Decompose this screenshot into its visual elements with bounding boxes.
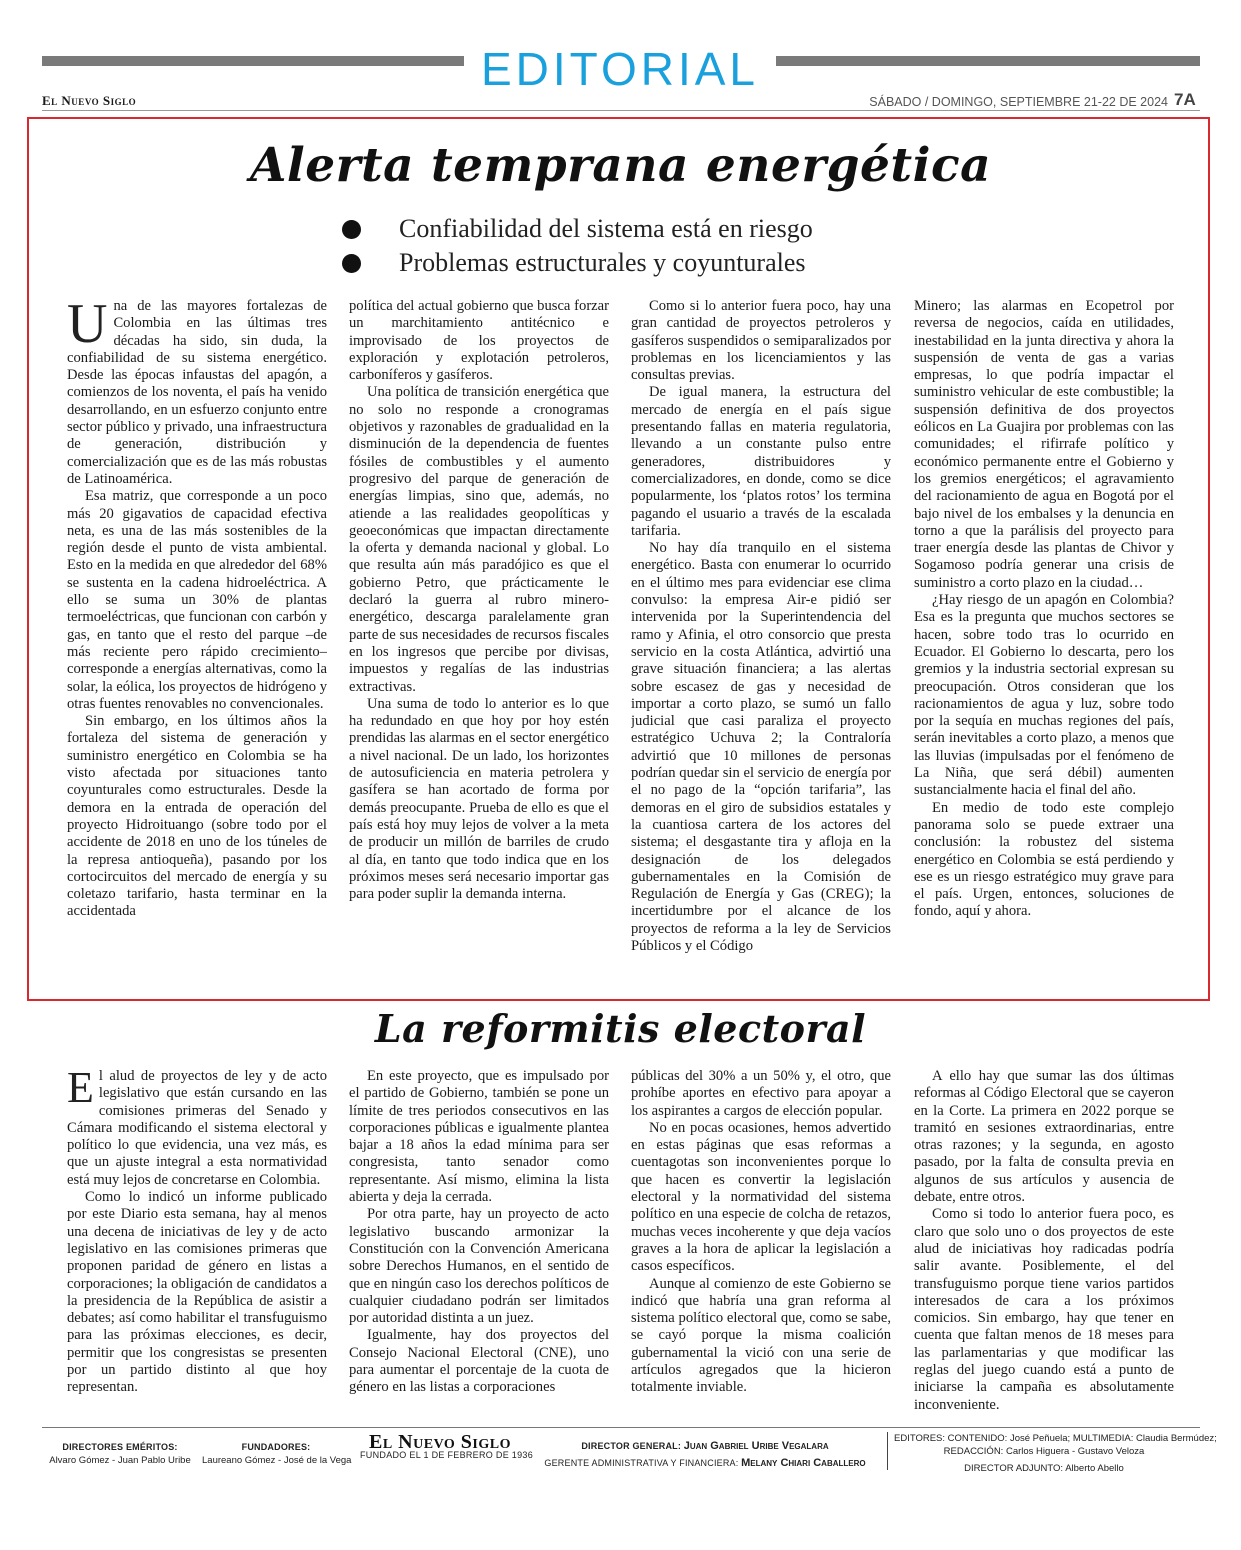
redaccion-line: REDACCIÓN: Carlos Higuera - Gustavo Veloza [943,1446,1145,1457]
paragraph: De igual manera, la estructura del mercado de energía en el país sigue presentando fallas en materia regulatoria, llevando a un constante pulso entre generadores, distribuidores y comercializadores, en donde, como se dice popularmente, los ‘platos rotos’ los termina pagando el usuario a través de la escalada tarifaria. [631,384,891,539]
paragraph: En este proyecto, que es impulsado por el partido de Gobierno, también se pone un límite de tres periodos consecutivos en las corporaciones públicas e igualmente plantea bajar a 18 años la edad mínima para ser congresista, tanto senador como representante. Así mismo, elimina la lista abierta y deja la cerrada. [349,1068,609,1206]
editorial-2-column-2 [349,1068,609,1418]
fundadores-names: Laureano Gómez - José de la Vega [202,1455,352,1466]
footer-logo: El Nuevo Siglo [369,1431,511,1453]
editorial-2-headline: La reformitis electoral [374,1006,867,1051]
drop-cap: U [67,298,108,355]
emeritos-label: DIRECTORES EMÉRITOS: [62,1442,178,1452]
footer-divider [887,1432,888,1470]
editorial-2-column-4 [914,1068,1174,1418]
paragraph: No hay día tranquilo en el sistema energético. Basta con enumerar lo ocurrido en el último mes para evidenciar ese clima convulso: la empresa Air-e pidió ser intervenida por la Superintendencia del ramo y Afinia, el otro consorcio que presta servicio en la costa Atlántica, advirtió una grave situación financiera; a las alertas sobre escasez de gas y necesidad de importar a corto plazo, se sumó un fallo judicial que casi paraliza el proyecto estratégico Uchuva 2; la Contraloría advirtió que 10 millones de personas podrían quedar sin el servicio de energía por el no pago de la “opción tarifaria”, las demoras en el giro de subsidios estatales y la cuantiosa cartera de los actores del sistema; el desgastante tira y afloja en la designación de los delegados gubernamentales en la Comisión de Regulación de Energía y Gas (CREG); la incertidumbre por el alcance de los proyectos de reforma a la ley de Servicios Públicos y el Código [631,540,891,954]
paragraph: Como si todo lo anterior fuera poco, es claro que solo uno o dos proyectos de este alud de iniciativas hoy radicadas podría salir avante. Posiblemente, el del transfuguismo porque tiene varios partidos interesados de cara a los próximos comicios. Sin embargo, hay que tener en cuenta que faltan menos de 18 meses para las parlamentarias y que modificar las reglas del juego cuando está a punto de iniciarse la campaña es absolutamente inconveniente. [914,1206,1174,1413]
bullet-item [342,212,962,246]
bullet-item [342,246,962,280]
editorial-1-column-4 [914,298,1174,988]
footer-rule [42,1427,1200,1428]
page-number: 7A [1174,90,1196,109]
founded-date: FUNDADO EL 1 DE FEBRERO DE 1936 [360,1450,534,1460]
paragraph: ¿Hay riesgo de un apagón en Colombia? Esa es la pregunta que muchos sectores se hacen, sobre todo tras lo ocurrido en Ecuador. El Gobierno lo descarta, pero los gremios y la industria sectorial expresan su preocupación. Otros consideran que los racionamientos de agua y luz, sobre todo por la sequía en muchas regiones del país, serán inevitables a corto plazo, a menos que las lluvias (impulsadas por el fenómeno de La Niña, que será débil) aumenten sustancialmente hacia el final del año. [914,592,1174,799]
paragraph: política del actual gobierno que busca forzar un marchitamiento antitécnico e improvisado de los proyectos de exploración y explotación petroleros, carboníferos y gasíferos. [349,298,609,384]
paragraph: Una suma de todo lo anterior es lo que ha redundado en que hoy por hoy estén prendidas las alarmas en el sector energético a nivel nacional. De un lado, los horizontes de autosuficiencia en materia petrolera y gasífera se han acortado de forma por demás preocupante. Prueba de ello es que el país está hoy muy lejos de volver a la meta de producir un millón de barriles de crudo al día, en tanto que todo indica que en los próximos meses será necesario importar gas para poder suplir la demanda interna. [349,695,609,903]
paragraph: Minero; las alarmas en Ecopetrol por reversa de negocios, caída en utilidades, inestabilidad en la junta directiva y ahora la suspensión de venta de gas a varias empresas, lo que podría impactar el suministro vehicular de este combustible; la suspensión definitiva de dos proyectos eólicos en La Guajira por problemas con las comunidades; el rifirrafe político y económico permanente entre el Gobierno y los gremios energéticos; el agravamiento del racionamiento de agua en Bogotá por el bajo nivel de los embalses y la denuncia en torno a que la parálisis del proyecto para traer energía desde las plantas de Chivor y Sogamoso podría generar una crisis de suministro a corto plazo en la ciudad… [914,298,1174,591]
paragraph: Sin embargo, en los últimos años la fortaleza del sistema de generación y suministro energético en Colombia se ha visto afectada por situaciones tanto coyunturales como estructurales. Desde la demora en la entrada de operación del proyecto Hidroituango (sobre todo por el accidente de 2018 en uno de los túneles de la represa antioqueña), pasando por los cortocircuitos del mercado de energía y su coletazo tarifario, hasta terminar en la accidentada [67,713,327,920]
emeritos-block [46,1441,194,1467]
paragraph: En medio de todo este complejo panorama solo se puede extraer una conclusión: la robustez del sistema energético en Colombia se está perdiendo y ese es un riesgo estratégico muy grave para el país. Urgen, entonces, soluciones de fondo, aquí y ahora. [914,799,1174,920]
paragraph: públicas del 30% a un 50% y, el otro, que prohíbe aportes en efectivo para apoyar a los aspirantes a cargos de elección popular. [631,1068,891,1119]
editorial-1-bullets [342,212,962,280]
logo-block [360,1431,534,1462]
fundadores-label: FUNDADORES: [241,1442,311,1452]
drop-cap: E [67,1068,94,1112]
bullet-dot-icon [342,254,361,273]
editores-line: EDITORES: CONTENIDO: José Peñuela; MULTIMEDIA: Claudia Bermúdez; [894,1433,1217,1444]
paragraph: No en pocas ocasiones, hemos advertido en estas páginas que esas reformas a cuentagotas son inconvenientes porque lo que hacen es convertir la legislación electoral y la normatividad del sistema político en una especie de colcha de retazos, muchas veces incoherente y que deja vacíos graves a la hora de aplicar la legislación a casos específicos. [631,1119,891,1275]
editorial-2-column-1 [67,1068,327,1418]
bullet-text: Confiabilidad del sistema está en riesgo [399,214,813,243]
editores-block [894,1432,1217,1475]
gerente-line: GERENTE ADMINISTRATIVA Y FINANCIERA: Melany Chiari Caballero [544,1457,866,1469]
paragraph: Por otra parte, hay un proyecto de acto legislativo buscando armonizar la Constitución con la Convención Americana sobre Derechos Humanos, en el sentido de que en ningún caso los derechos políticos de cualquier ciudadano podrán ser limitados por autoridad distinta a un juez. [349,1206,609,1327]
header-bar-right [776,56,1200,66]
paragraph: Como lo indicó un informe publicado por este Diario esta semana, hay al menos una decena de iniciativas de ley y de acto legislativo en las comisiones primeras que proponen paridad de género en listas a corporaciones; la obligación de candidatos a la presidencia de la República de asistir a debates; así como habilitar el transfuguismo para las próximas elecciones, es decir, permitir que los congresistas se presenten por un partido distinto al que hoy representan. [67,1189,327,1396]
paragraph: Igualmente, hay dos proyectos del Consejo Nacional Electoral (CNE), uno para aumentar el porcentaje de la cuota de género en las listas a corporaciones [349,1327,609,1396]
editorial-1-column-2 [349,298,609,988]
header-rule [42,110,1200,111]
paragraph: Esa matriz, que corresponde a un poco más 20 gigavatios de capacidad efectiva neta, es una de las más sostenibles de la región desde el punto de vista ambiental. Esto en la medida en que alrededor del 68% se sustenta en la cadena hidroeléctrica. A ello se suma un 30% de plantas termoeléctricas, que funcionan con carbón y gas, en tanto que el resto del parque –de más reciente pero rápido crecimiento– corresponde a energías alternativas, como la solar, la eólica, los proyectos de hidrógeno y otras fuentes renovables no convencionales. [67,488,327,712]
editorial-2-column-3 [631,1068,891,1418]
director-line: DIRECTOR GENERAL: Juan Gabriel Uribe Vegalara [581,1440,829,1452]
paragraph: Como si lo anterior fuera poco, hay una gran cantidad de proyectos petroleros y gasíferos suspendidos o semiparalizados por problemas en los licenciamientos y las consultas previas. [631,298,891,384]
section-title: EDITORIAL [481,43,759,95]
paragraph: Una de las mayores fortalezas de Colombia en las últimas tres décadas ha sido, sin duda, la confiabilidad de su sistema energético. Desde las épocas infaustas del apagón, a comienzos de los noventa, el país ha venido desarrollando, en un esfuerzo conjunto entre sector público y privado, una infraestructura de generación, distribución y comercialización que es de las más robustas de Latinoamérica. [67,298,327,487]
editorial-1-column-3 [631,298,891,988]
paragraph: El alud de proyectos de ley y de acto legislativo que están cursando en las comisiones primeras del Senado y Cámara modificando el sistema electoral y político lo que evidencia, una vez más, es que un ajuste integral a esta normatividad está muy lejos de concretarse en Colombia. [67,1068,327,1188]
adjunto-line: DIRECTOR ADJUNTO: Alberto Abello [964,1463,1124,1474]
fundadores-block [202,1441,350,1467]
bullet-text: Problemas estructurales y coyunturales [399,248,806,277]
paper-name: El Nuevo Siglo [42,93,137,108]
direccion-block [530,1438,880,1472]
bullet-dot-icon [342,220,361,239]
header-bar-left [42,56,464,66]
paragraph: Una política de transición energética que no solo no responde a cronogramas objetivos y razonables de gradualidad en la disminución de la dependencia de fuentes fósiles de combustibles y el aumento progresivo del parque de generación de energías limpias, sino que, además, no atiende a las realidades geopolíticas y geoeconómicas que impactan directamente la oferta y demanda nacional y global. Lo que resulta aún más paradójico es que el gobierno Petro, que prácticamente le declaró la guerra al rubro minero-energético, descarga paralelamente gran parte de sus necesidades de recursos fiscales en los ingresos que percibe por divisas, impuestos y regalías de las industrias extractivas. [349,384,609,695]
emeritos-names: Alvaro Gómez - Juan Pablo Uribe [49,1455,191,1466]
paragraph: Aunque al comienzo de este Gobierno se indicó que habría una gran reforma al sistema político electoral que, como se sabe, se cayó porque la misma coalición gubernamental la vició con una serie de artículos agregados que la hicieron totalmente inviable. [631,1275,891,1396]
issue-date: SÁBADO / DOMINGO, SEPTIEMBRE 21-22 DE 2024 [869,95,1168,109]
paragraph: A ello hay que sumar las dos últimas reformas al Código Electoral que se cayeron en la Corte. La primera en 2022 porque se tramitó en sesiones extraordinarias, entre otras razones; y la segunda, en agosto pasado, por la falta de consulta previa en algunos de sus artículos y ausencia de debate, entre otros. [914,1068,1174,1206]
editorial-1-headline: Alerta temprana energética [249,138,992,193]
editorial-1-column-1 [67,298,327,988]
